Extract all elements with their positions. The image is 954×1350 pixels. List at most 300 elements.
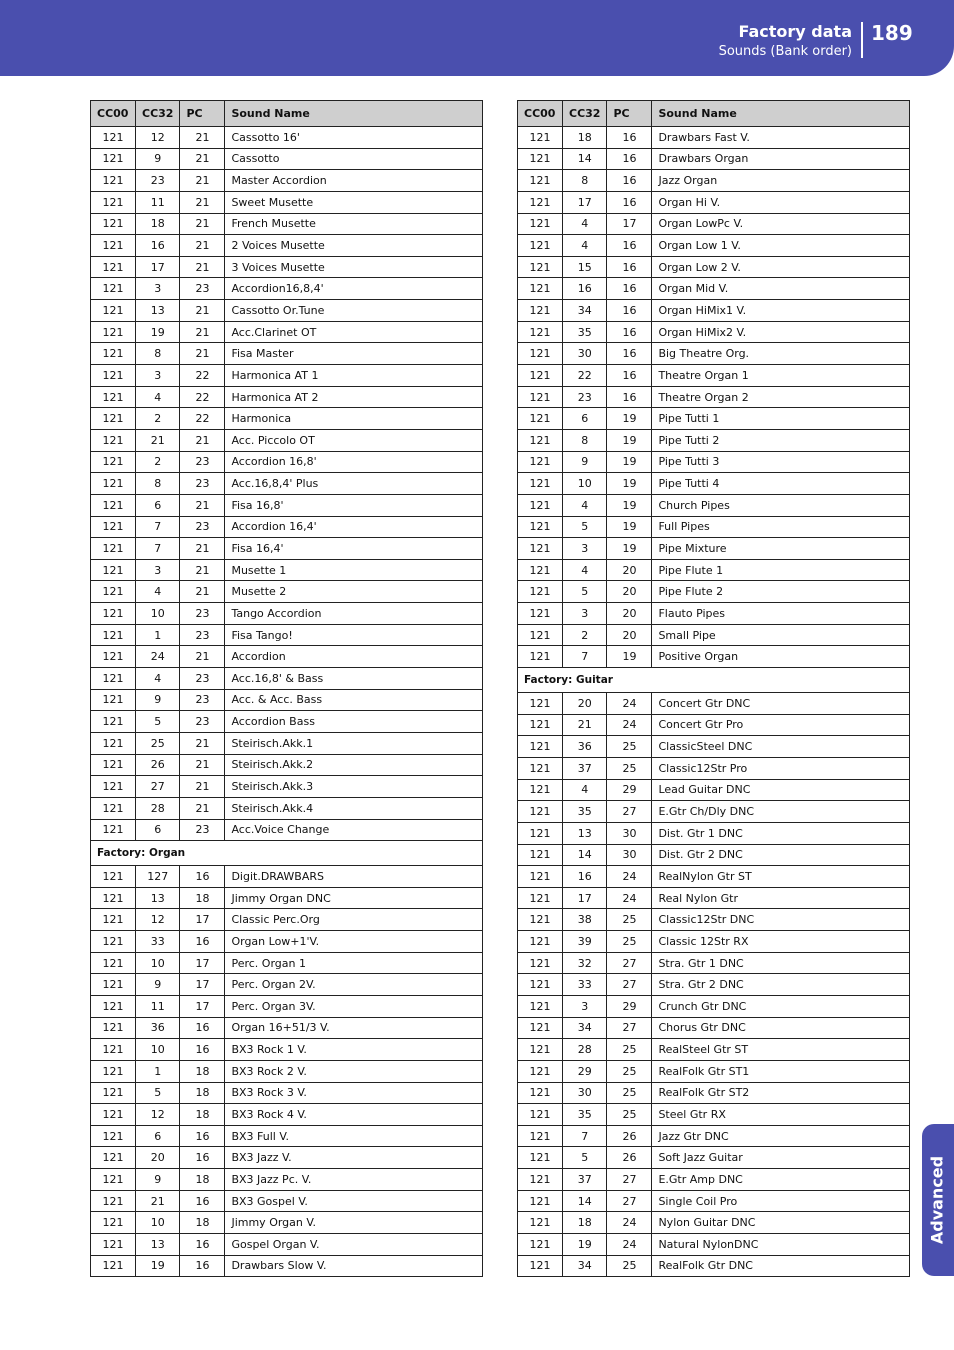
sound-name-cell: Single Coil Pro [652, 1190, 910, 1212]
pc-cell: 16 [607, 148, 652, 170]
pc-cell: 19 [607, 451, 652, 473]
table-row [518, 714, 910, 736]
cc00-cell: 121 [91, 1212, 136, 1234]
sound-name-cell: Concert Gtr Pro [652, 714, 910, 736]
pc-cell: 19 [607, 429, 652, 451]
table-row [91, 581, 483, 603]
table-row [91, 797, 483, 819]
table-row [91, 365, 483, 387]
cc32-cell: 5 [563, 1147, 607, 1169]
pc-cell: 16 [180, 931, 225, 953]
sound-name-cell: Organ Low 2 V. [652, 256, 910, 278]
table-row [91, 711, 483, 733]
cc00-cell: 121 [91, 646, 136, 668]
sound-name-cell: Organ Mid V. [652, 278, 910, 300]
table-row [91, 170, 483, 192]
cc32-cell: 6 [563, 408, 607, 430]
pc-cell: 21 [180, 538, 225, 560]
pc-cell: 21 [180, 343, 225, 365]
table-row [91, 127, 483, 149]
cc32-cell: 10 [563, 473, 607, 495]
table-row [518, 516, 910, 538]
cc00-cell: 121 [518, 235, 563, 257]
table-row [91, 624, 483, 646]
sound-name-cell: Classic 12Str RX [652, 931, 910, 953]
cc00-cell: 121 [91, 754, 136, 776]
cc00-cell: 121 [518, 624, 563, 646]
cc00-cell: 121 [91, 1104, 136, 1126]
sound-name-cell: BX3 Rock 4 V. [225, 1104, 483, 1126]
cc00-cell: 121 [91, 711, 136, 733]
table-row [91, 1125, 483, 1147]
cc00-cell: 121 [518, 473, 563, 495]
cc32-cell: 23 [563, 386, 607, 408]
table-row [518, 278, 910, 300]
cc00-cell: 121 [518, 494, 563, 516]
sound-name-cell: BX3 Gospel V. [225, 1190, 483, 1212]
table-row [518, 1190, 910, 1212]
cc00-cell: 121 [518, 1039, 563, 1061]
table-row [91, 213, 483, 235]
sound-name-cell: BX3 Jazz Pc. V. [225, 1169, 483, 1191]
page-number: 189 [871, 21, 913, 45]
table-row [91, 1017, 483, 1039]
cc00-cell: 121 [518, 646, 563, 668]
pc-cell: 25 [607, 931, 652, 953]
cc32-cell: 8 [563, 170, 607, 192]
table-row [91, 473, 483, 495]
cc32-cell: 7 [563, 646, 607, 668]
sound-name-cell: Jazz Organ [652, 170, 910, 192]
pc-cell: 21 [180, 213, 225, 235]
cc00-cell: 121 [91, 797, 136, 819]
cc32-cell: 14 [563, 1190, 607, 1212]
pc-cell: 24 [607, 866, 652, 888]
cc00-cell: 121 [518, 714, 563, 736]
sound-name-cell: Accordion Bass [225, 711, 483, 733]
pc-cell: 23 [180, 473, 225, 495]
pc-cell: 19 [607, 646, 652, 668]
pc-cell: 16 [180, 1017, 225, 1039]
sound-name-cell: Digit.DRAWBARS [225, 866, 483, 888]
sound-table-right [517, 100, 910, 1277]
cc32-cell: 17 [563, 887, 607, 909]
cc32-cell: 7 [136, 538, 180, 560]
pc-cell: 18 [180, 1082, 225, 1104]
sound-name-cell: RealFolk Gtr ST2 [652, 1082, 910, 1104]
table-header-row [518, 101, 910, 127]
sound-name-cell: Concert Gtr DNC [652, 693, 910, 715]
sound-name-cell: Tango Accordion [225, 603, 483, 625]
sound-name-cell: Jimmy Organ V. [225, 1212, 483, 1234]
pc-cell: 16 [180, 1190, 225, 1212]
cc00-cell: 121 [91, 321, 136, 343]
table-row [518, 473, 910, 495]
cc00-cell: 121 [518, 844, 563, 866]
cc00-cell: 121 [91, 866, 136, 888]
sound-name-cell: Pipe Tutti 3 [652, 451, 910, 473]
pc-cell: 16 [180, 1125, 225, 1147]
sound-name-cell: BX3 Rock 3 V. [225, 1082, 483, 1104]
cc32-cell: 22 [563, 365, 607, 387]
cc32-cell: 19 [136, 321, 180, 343]
pc-cell: 21 [180, 191, 225, 213]
table-row [91, 494, 483, 516]
cc32-cell: 5 [136, 711, 180, 733]
cc00-cell: 121 [518, 343, 563, 365]
cc32-cell: 6 [136, 494, 180, 516]
pc-cell: 21 [180, 256, 225, 278]
sound-name-cell: Accordion 16,4' [225, 516, 483, 538]
sound-name-cell: Dist. Gtr 2 DNC [652, 844, 910, 866]
sound-name-cell: Dist. Gtr 1 DNC [652, 822, 910, 844]
sound-name-cell: 2 Voices Musette [225, 235, 483, 257]
table-row [518, 844, 910, 866]
cc32-cell: 1 [136, 624, 180, 646]
pc-cell: 16 [607, 191, 652, 213]
sound-name-cell: BX3 Full V. [225, 1125, 483, 1147]
pc-cell: 17 [180, 952, 225, 974]
pc-cell: 24 [607, 714, 652, 736]
pc-cell: 25 [607, 1060, 652, 1082]
sound-name-cell: Acc.Voice Change [225, 819, 483, 841]
cc00-cell: 121 [518, 736, 563, 758]
table-row [91, 386, 483, 408]
cc32-cell: 2 [136, 408, 180, 430]
sound-name-cell: Crunch Gtr DNC [652, 995, 910, 1017]
sound-name-cell: Acc. & Acc. Bass [225, 689, 483, 711]
cc00-cell: 121 [91, 1060, 136, 1082]
cc32-cell: 10 [136, 952, 180, 974]
cc32-cell: 6 [136, 1125, 180, 1147]
sound-name-cell: Fisa 16,8' [225, 494, 483, 516]
pc-cell: 25 [607, 757, 652, 779]
cc00-cell: 121 [91, 300, 136, 322]
pc-cell: 19 [607, 538, 652, 560]
table-row [518, 235, 910, 257]
pc-cell: 24 [607, 887, 652, 909]
cc00-cell: 121 [91, 429, 136, 451]
cc00-cell: 121 [518, 866, 563, 888]
cc00-cell: 121 [518, 909, 563, 931]
sound-name-cell: 3 Voices Musette [225, 256, 483, 278]
cc00-cell: 121 [91, 1234, 136, 1256]
cc32-cell: 9 [136, 974, 180, 996]
sound-name-cell: Steel Gtr RX [652, 1104, 910, 1126]
cc00-cell: 121 [518, 516, 563, 538]
pc-cell: 16 [607, 235, 652, 257]
cc32-cell: 9 [563, 451, 607, 473]
cc32-cell: 9 [136, 689, 180, 711]
cc00-cell: 121 [91, 668, 136, 690]
cc00-cell: 121 [91, 732, 136, 754]
pc-cell: 24 [607, 693, 652, 715]
table-row [91, 256, 483, 278]
section-title: Factory: Organ [91, 841, 483, 866]
pc-cell: 18 [180, 1060, 225, 1082]
pc-cell: 21 [180, 559, 225, 581]
cc00-cell: 121 [91, 278, 136, 300]
table-row [518, 801, 910, 823]
cc32-cell: 24 [136, 646, 180, 668]
cc00-cell: 121 [518, 974, 563, 996]
pc-cell: 21 [180, 581, 225, 603]
sound-name-cell: BX3 Rock 2 V. [225, 1060, 483, 1082]
cc32-cell: 2 [136, 451, 180, 473]
sound-name-cell: Acc. Piccolo OT [225, 429, 483, 451]
cc00-cell: 121 [91, 1082, 136, 1104]
pc-cell: 29 [607, 995, 652, 1017]
cc32-cell: 8 [136, 343, 180, 365]
sound-name-cell: Stra. Gtr 1 DNC [652, 952, 910, 974]
cc00-cell: 121 [518, 1125, 563, 1147]
sound-name-cell: RealFolk Gtr DNC [652, 1255, 910, 1277]
pc-cell: 25 [607, 736, 652, 758]
column-header-cc32: CC32 [563, 101, 607, 127]
table-row [91, 952, 483, 974]
table-row [91, 559, 483, 581]
cc32-cell: 16 [136, 235, 180, 257]
cc00-cell: 121 [518, 170, 563, 192]
cc32-cell: 13 [136, 1234, 180, 1256]
cc00-cell: 121 [91, 995, 136, 1017]
pc-cell: 16 [607, 343, 652, 365]
pc-cell: 21 [180, 646, 225, 668]
table-row [518, 1039, 910, 1061]
pc-cell: 16 [607, 386, 652, 408]
sound-name-cell: Organ 16+51/3 V. [225, 1017, 483, 1039]
cc32-cell: 15 [563, 256, 607, 278]
cc00-cell: 121 [518, 408, 563, 430]
cc32-cell: 25 [136, 732, 180, 754]
pc-cell: 19 [607, 516, 652, 538]
table-row [518, 1147, 910, 1169]
table-row [91, 278, 483, 300]
cc00-cell: 121 [518, 581, 563, 603]
cc32-cell: 4 [136, 386, 180, 408]
cc00-cell: 121 [91, 365, 136, 387]
sound-name-cell: Organ Hi V. [652, 191, 910, 213]
table-row [91, 235, 483, 257]
cc00-cell: 121 [91, 887, 136, 909]
cc32-cell: 33 [563, 974, 607, 996]
table-row [91, 191, 483, 213]
cc00-cell: 121 [518, 757, 563, 779]
pc-cell: 19 [607, 473, 652, 495]
cc32-cell: 39 [563, 931, 607, 953]
cc32-cell: 3 [563, 603, 607, 625]
pc-cell: 23 [180, 689, 225, 711]
pc-cell: 16 [607, 256, 652, 278]
cc00-cell: 121 [518, 256, 563, 278]
pc-cell: 27 [607, 952, 652, 974]
cc32-cell: 7 [136, 516, 180, 538]
cc32-cell: 7 [563, 1125, 607, 1147]
table-row [91, 408, 483, 430]
cc32-cell: 14 [563, 148, 607, 170]
header-divider [861, 22, 863, 58]
table-row [91, 538, 483, 560]
pc-cell: 29 [607, 779, 652, 801]
cc00-cell: 121 [518, 1082, 563, 1104]
pc-cell: 27 [607, 1169, 652, 1191]
pc-cell: 16 [180, 1234, 225, 1256]
cc32-cell: 4 [563, 235, 607, 257]
pc-cell: 23 [180, 711, 225, 733]
sound-name-cell: Stra. Gtr 2 DNC [652, 974, 910, 996]
sound-name-cell: E.Gtr Ch/Dly DNC [652, 801, 910, 823]
cc00-cell: 121 [91, 1039, 136, 1061]
table-row [91, 321, 483, 343]
sound-name-cell: Fisa 16,4' [225, 538, 483, 560]
section-header-row [91, 841, 483, 866]
sound-name-cell: Perc. Organ 1 [225, 952, 483, 974]
table-row [91, 646, 483, 668]
cc32-cell: 9 [136, 1169, 180, 1191]
cc00-cell: 121 [91, 256, 136, 278]
sound-name-cell: Cassotto Or.Tune [225, 300, 483, 322]
table-row [518, 603, 910, 625]
table-row [91, 1147, 483, 1169]
sound-name-cell: Steirisch.Akk.1 [225, 732, 483, 754]
cc32-cell: 21 [136, 429, 180, 451]
cc00-cell: 121 [518, 1060, 563, 1082]
cc32-cell: 5 [563, 581, 607, 603]
cc00-cell: 121 [91, 1255, 136, 1277]
sound-name-cell: Organ Low 1 V. [652, 235, 910, 257]
cc00-cell: 121 [91, 213, 136, 235]
sound-name-cell: BX3 Rock 1 V. [225, 1039, 483, 1061]
table-row [91, 343, 483, 365]
sound-name-cell: RealFolk Gtr ST1 [652, 1060, 910, 1082]
table-row [91, 516, 483, 538]
pc-cell: 16 [607, 127, 652, 149]
sound-name-cell: Perc. Organ 3V. [225, 995, 483, 1017]
pc-cell: 16 [180, 1147, 225, 1169]
cc32-cell: 3 [563, 538, 607, 560]
cc32-cell: 20 [563, 693, 607, 715]
cc32-cell: 10 [136, 1212, 180, 1234]
table-row [91, 995, 483, 1017]
pc-cell: 20 [607, 624, 652, 646]
sound-name-cell: Organ Low+1'V. [225, 931, 483, 953]
table-row [518, 1212, 910, 1234]
table-row [91, 1060, 483, 1082]
pc-cell: 18 [180, 1212, 225, 1234]
pc-cell: 17 [607, 213, 652, 235]
cc32-cell: 10 [136, 1039, 180, 1061]
cc32-cell: 34 [563, 1017, 607, 1039]
cc32-cell: 2 [563, 624, 607, 646]
cc32-cell: 17 [563, 191, 607, 213]
table-row [91, 931, 483, 953]
cc32-cell: 21 [563, 714, 607, 736]
pc-cell: 23 [180, 819, 225, 841]
cc00-cell: 121 [91, 473, 136, 495]
sound-name-cell: Perc. Organ 2V. [225, 974, 483, 996]
table-row [91, 887, 483, 909]
sound-name-cell: Drawbars Organ [652, 148, 910, 170]
table-row [518, 624, 910, 646]
cc00-cell: 121 [91, 974, 136, 996]
cc00-cell: 121 [518, 386, 563, 408]
pc-cell: 17 [180, 909, 225, 931]
sound-name-cell: Cassotto 16' [225, 127, 483, 149]
cc00-cell: 121 [518, 365, 563, 387]
cc00-cell: 121 [91, 689, 136, 711]
pc-cell: 21 [180, 494, 225, 516]
sound-name-cell: Big Theatre Org. [652, 343, 910, 365]
pc-cell: 22 [180, 408, 225, 430]
sound-name-cell: French Musette [225, 213, 483, 235]
table-row [91, 603, 483, 625]
cc00-cell: 121 [518, 603, 563, 625]
cc00-cell: 121 [91, 1147, 136, 1169]
sound-name-cell: Organ LowPc V. [652, 213, 910, 235]
sound-name-cell: Classic12Str Pro [652, 757, 910, 779]
pc-cell: 19 [607, 494, 652, 516]
cc00-cell: 121 [91, 343, 136, 365]
pc-cell: 27 [607, 1017, 652, 1039]
column-header-sound-name: Sound Name [652, 101, 910, 127]
cc00-cell: 121 [518, 191, 563, 213]
cc32-cell: 3 [563, 995, 607, 1017]
sound-name-cell: Pipe Tutti 2 [652, 429, 910, 451]
cc00-cell: 121 [91, 148, 136, 170]
sound-name-cell: Musette 2 [225, 581, 483, 603]
sound-name-cell: ClassicSteel DNC [652, 736, 910, 758]
table-row [518, 1255, 910, 1277]
pc-cell: 18 [180, 1104, 225, 1126]
table-row [91, 1212, 483, 1234]
pc-cell: 23 [180, 668, 225, 690]
cc32-cell: 3 [136, 559, 180, 581]
cc32-cell: 3 [136, 278, 180, 300]
cc00-cell: 121 [518, 1017, 563, 1039]
sound-name-cell: Drawbars Slow V. [225, 1255, 483, 1277]
sound-name-cell: Accordion 16,8' [225, 451, 483, 473]
table-row [518, 757, 910, 779]
cc32-cell: 1 [136, 1060, 180, 1082]
cc00-cell: 121 [91, 386, 136, 408]
cc00-cell: 121 [518, 1104, 563, 1126]
cc00-cell: 121 [91, 170, 136, 192]
column-header-sound-name: Sound Name [225, 101, 483, 127]
pc-cell: 18 [180, 1169, 225, 1191]
table-row [91, 909, 483, 931]
table-row [91, 148, 483, 170]
sound-name-cell: Harmonica AT 1 [225, 365, 483, 387]
table-row [518, 538, 910, 560]
sound-name-cell: Theatre Organ 2 [652, 386, 910, 408]
sound-name-cell: Jimmy Organ DNC [225, 887, 483, 909]
table-row [518, 408, 910, 430]
sound-name-cell: BX3 Jazz V. [225, 1147, 483, 1169]
sound-name-cell: Steirisch.Akk.3 [225, 776, 483, 798]
table-row [518, 451, 910, 473]
table-row [518, 494, 910, 516]
sound-name-cell: Positive Organ [652, 646, 910, 668]
table-row [91, 732, 483, 754]
cc00-cell: 121 [91, 1190, 136, 1212]
pc-cell: 19 [607, 408, 652, 430]
pc-cell: 23 [180, 278, 225, 300]
cc32-cell: 37 [563, 1169, 607, 1191]
cc32-cell: 6 [136, 819, 180, 841]
cc32-cell: 30 [563, 343, 607, 365]
table-row [91, 776, 483, 798]
table-row [518, 822, 910, 844]
